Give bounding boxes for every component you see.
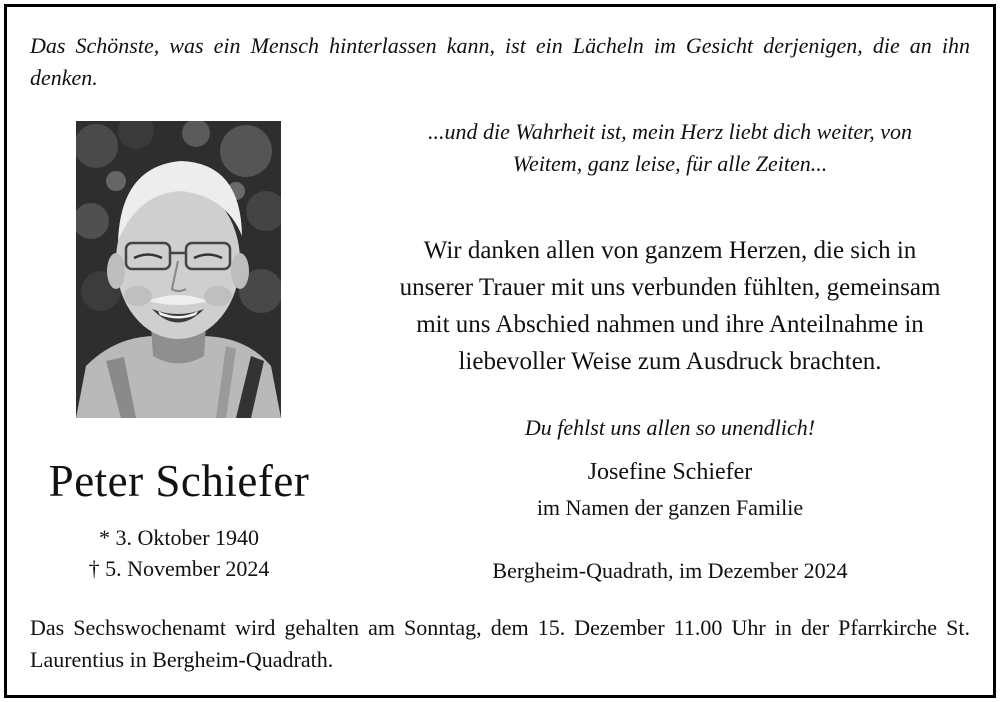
portrait-photo [76, 121, 281, 418]
birth-date: * 3. Oktober 1940 [98, 525, 260, 550]
missed-line: Du fehlst uns allen so unendlich! [524, 415, 816, 440]
thanks-line: Wir danken allen von ganzem Herzen, die sich in [423, 237, 917, 264]
service-notice: Das Sechswochenamt wird gehalten am Sonntag, dem 15. Dezember 11.00 Uhr in der Pfarrkirche St. Laurentius in Bergheim-Quadrath. [30, 615, 970, 672]
thanks-line: mit uns Abschied nahmen und ihre Anteilnahme in [416, 311, 924, 338]
thanks-line: liebevoller Weise zum Ausdruck brachten. [458, 348, 882, 375]
opening-quote: Das Schönste, was ein Mensch hinterlassen kann, ist ein Lächeln im Gesicht derjenigen, die an ihn denken. [30, 33, 970, 90]
thanks-line: unserer Trauer mit uns verbunden fühlten, gemeinsam [399, 274, 941, 301]
death-date: † 5. November 2024 [88, 556, 270, 581]
place-and-date: Bergheim-Quadrath, im Dezember 2024 [492, 558, 848, 583]
secondary-quote [360, 116, 980, 180]
signer-name: Josefine Schiefer [587, 459, 753, 485]
deceased-name: Peter Schiefer [48, 456, 310, 506]
signer-subtitle: im Namen der ganzen Familie [536, 495, 804, 520]
thanks-message [360, 232, 980, 380]
secondary-quote-line: ...und die Wahrheit ist, mein Herz liebt dich weiter, von [428, 119, 912, 144]
secondary-quote-line: Weitem, ganz leise, für alle Zeiten... [512, 151, 828, 176]
